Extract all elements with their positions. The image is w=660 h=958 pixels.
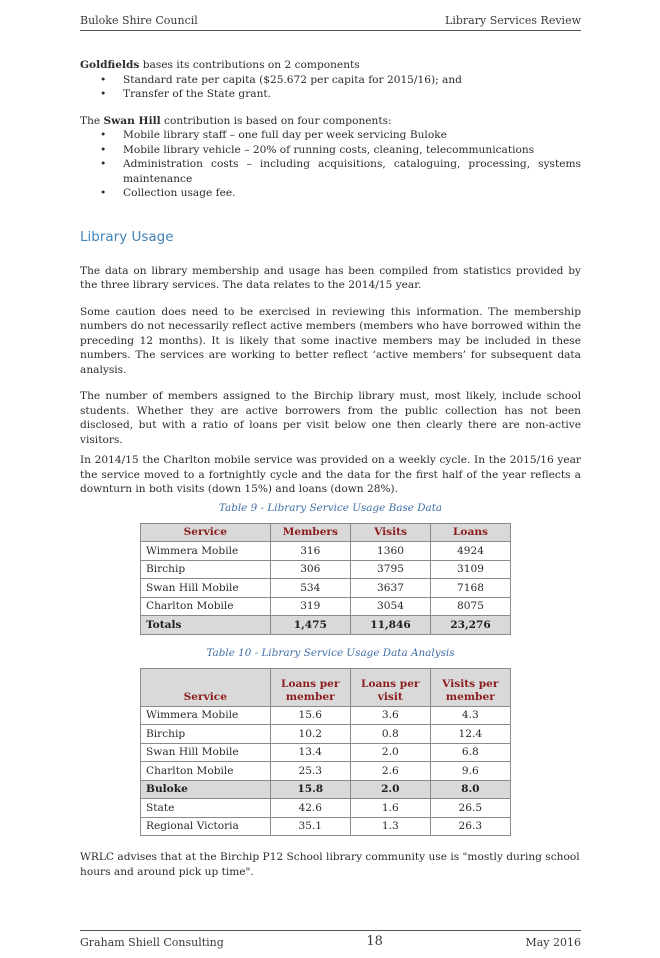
- table-row: [141, 725, 511, 744]
- column-header: Service: [141, 668, 271, 706]
- table-cell: 15.6: [270, 706, 350, 725]
- goldfields-name: Goldfields: [80, 59, 140, 71]
- table-cell: 2.6: [350, 762, 430, 781]
- table-row: [141, 799, 511, 818]
- table-cell: 306: [270, 560, 350, 579]
- table-cell: 319: [270, 597, 350, 616]
- totals-row: [141, 616, 511, 635]
- table-cell: State: [141, 799, 271, 818]
- list-item: • Collection usage fee.: [80, 186, 581, 201]
- table-cell: 26.3: [430, 817, 510, 836]
- table-cell: 2.0: [350, 743, 430, 762]
- table-cell: 1.6: [350, 799, 430, 818]
- table-cell: 12.4: [430, 725, 510, 744]
- paragraph: Some caution does need to be exercised in reviewing this information. The membership numbers do not necessarily reflect active members (members who have borrowed within the preceding 12 months). It is likely that some inactive members may be included in these numbers. The services are working to better reflect ‘active members’ for subsequent data analysis.: [80, 305, 581, 376]
- table-cell: 1,475: [270, 616, 350, 635]
- closing-paragraph: WRLC advises that at the Birchip P12 School library community use is "mostly during school hours and around pick up time".: [80, 851, 580, 878]
- table-row: [141, 817, 511, 836]
- table-cell: 1.3: [350, 817, 430, 836]
- table-cell: Buloke: [141, 780, 271, 799]
- table-row: [141, 706, 511, 725]
- page-header: [80, 14, 581, 31]
- paragraph: The number of members assigned to the Birchip library must, most likely, include school students. Whether they are active borrowers from the public collection has not been disclosed, but with a ratio of loans per visit below one then clearly there are non-active visitors.: [80, 390, 581, 446]
- goldfields-list: [80, 73, 581, 102]
- table-row: [141, 762, 511, 781]
- table-cell: 3054: [351, 597, 431, 616]
- list-item: • Mobile library vehicle – 20% of running costs, cleaning, telecommunications: [80, 143, 581, 158]
- table-cell: 13.4: [270, 743, 350, 762]
- table-cell: 10.2: [270, 725, 350, 744]
- table-cell: Birchip: [141, 725, 271, 744]
- table-cell: 3795: [351, 560, 431, 579]
- table-cell: Regional Victoria: [141, 817, 271, 836]
- swanhill-intro: The Swan Hill contribution is based on four components:: [80, 114, 392, 127]
- table-cell: 25.3: [270, 762, 350, 781]
- table9: [140, 523, 511, 635]
- swanhill-name: Swan Hill: [103, 114, 161, 127]
- list-item: • Standard rate per capita ($25.672 per capita for 2015/16); and: [80, 73, 581, 88]
- list-item: • Transfer of the State grant.: [80, 87, 581, 102]
- table-cell: Swan Hill Mobile: [141, 743, 271, 762]
- column-header: Loans: [431, 523, 511, 542]
- page-content: [80, 58, 581, 879]
- table-header-row: [141, 523, 511, 542]
- table-cell: 35.1: [270, 817, 350, 836]
- header-right: Library Services Review: [445, 14, 581, 27]
- table-cell: 11,846: [351, 616, 431, 635]
- table-cell: 4.3: [430, 706, 510, 725]
- list-item: • Administration costs – including acquisitions, cataloguing, processing, systems maintenance: [80, 157, 581, 186]
- table-cell: 3109: [431, 560, 511, 579]
- table-cell: Birchip: [141, 560, 271, 579]
- table-cell: 1360: [351, 542, 431, 561]
- table-cell: 8075: [431, 597, 511, 616]
- table-cell: 534: [270, 579, 350, 598]
- table-cell: Swan Hill Mobile: [141, 579, 271, 598]
- column-header: Loans per visit: [350, 668, 430, 706]
- column-header: Service: [141, 523, 271, 542]
- table9-caption: Table 9 - Library Service Usage Base Data: [218, 501, 443, 514]
- table-cell: 26.5: [430, 799, 510, 818]
- goldfields-intro: Goldfields bases its contributions on 2 components: [80, 59, 360, 71]
- table-cell: 4924: [431, 542, 511, 561]
- table-row: [141, 743, 511, 762]
- section-heading: Library Usage: [80, 228, 174, 245]
- table-cell: 9.6: [430, 762, 510, 781]
- table-cell: 23,276: [431, 616, 511, 635]
- page-footer: [80, 930, 581, 949]
- table-row: [141, 597, 511, 616]
- column-header: Members: [270, 523, 350, 542]
- table-cell: 8.0: [430, 780, 510, 799]
- highlight-row: [141, 780, 511, 799]
- column-header: Loans per member: [270, 668, 350, 706]
- table-row: [141, 542, 511, 561]
- table10: [140, 668, 511, 837]
- table-cell: Wimmera Mobile: [141, 542, 271, 561]
- table-cell: 42.6: [270, 799, 350, 818]
- table-cell: 7168: [431, 579, 511, 598]
- table-cell: Wimmera Mobile: [141, 706, 271, 725]
- table-row: [141, 560, 511, 579]
- footer-left: Graham Shiell Consulting: [80, 936, 224, 949]
- table-cell: Charlton Mobile: [141, 597, 271, 616]
- table-cell: 6.8: [430, 743, 510, 762]
- swanhill-list: [80, 128, 581, 201]
- table-header-row: [141, 668, 511, 706]
- table-cell: Charlton Mobile: [141, 762, 271, 781]
- table-cell: 316: [270, 542, 350, 561]
- page-number: 18: [366, 934, 383, 949]
- column-header: Visits: [351, 523, 431, 542]
- table-cell: 3637: [351, 579, 431, 598]
- table-row: [141, 579, 511, 598]
- table-cell: Totals: [141, 616, 271, 635]
- table10-caption: Table 10 - Library Service Usage Data Analysis: [206, 646, 455, 659]
- header-left: Buloke Shire Council: [80, 14, 198, 27]
- table-cell: 3.6: [350, 706, 430, 725]
- paragraph: In 2014/15 the Charlton mobile service was provided on a weekly cycle. In the 2015/16 year the service moved to a fortnightly cycle and the data for the first half of the year reflects a downturn in both visits (down 15%) and loans (down 28%).: [80, 454, 581, 495]
- table-cell: 0.8: [350, 725, 430, 744]
- footer-right: May 2016: [525, 936, 581, 949]
- paragraph: The data on library membership and usage has been compiled from statistics provided by the three library services. The data relates to the 2014/15 year.: [80, 264, 581, 291]
- table-cell: 15.8: [270, 780, 350, 799]
- table-cell: 2.0: [350, 780, 430, 799]
- list-item: • Mobile library staff – one full day per week servicing Buloke: [80, 128, 581, 143]
- column-header: Visits per member: [430, 668, 510, 706]
